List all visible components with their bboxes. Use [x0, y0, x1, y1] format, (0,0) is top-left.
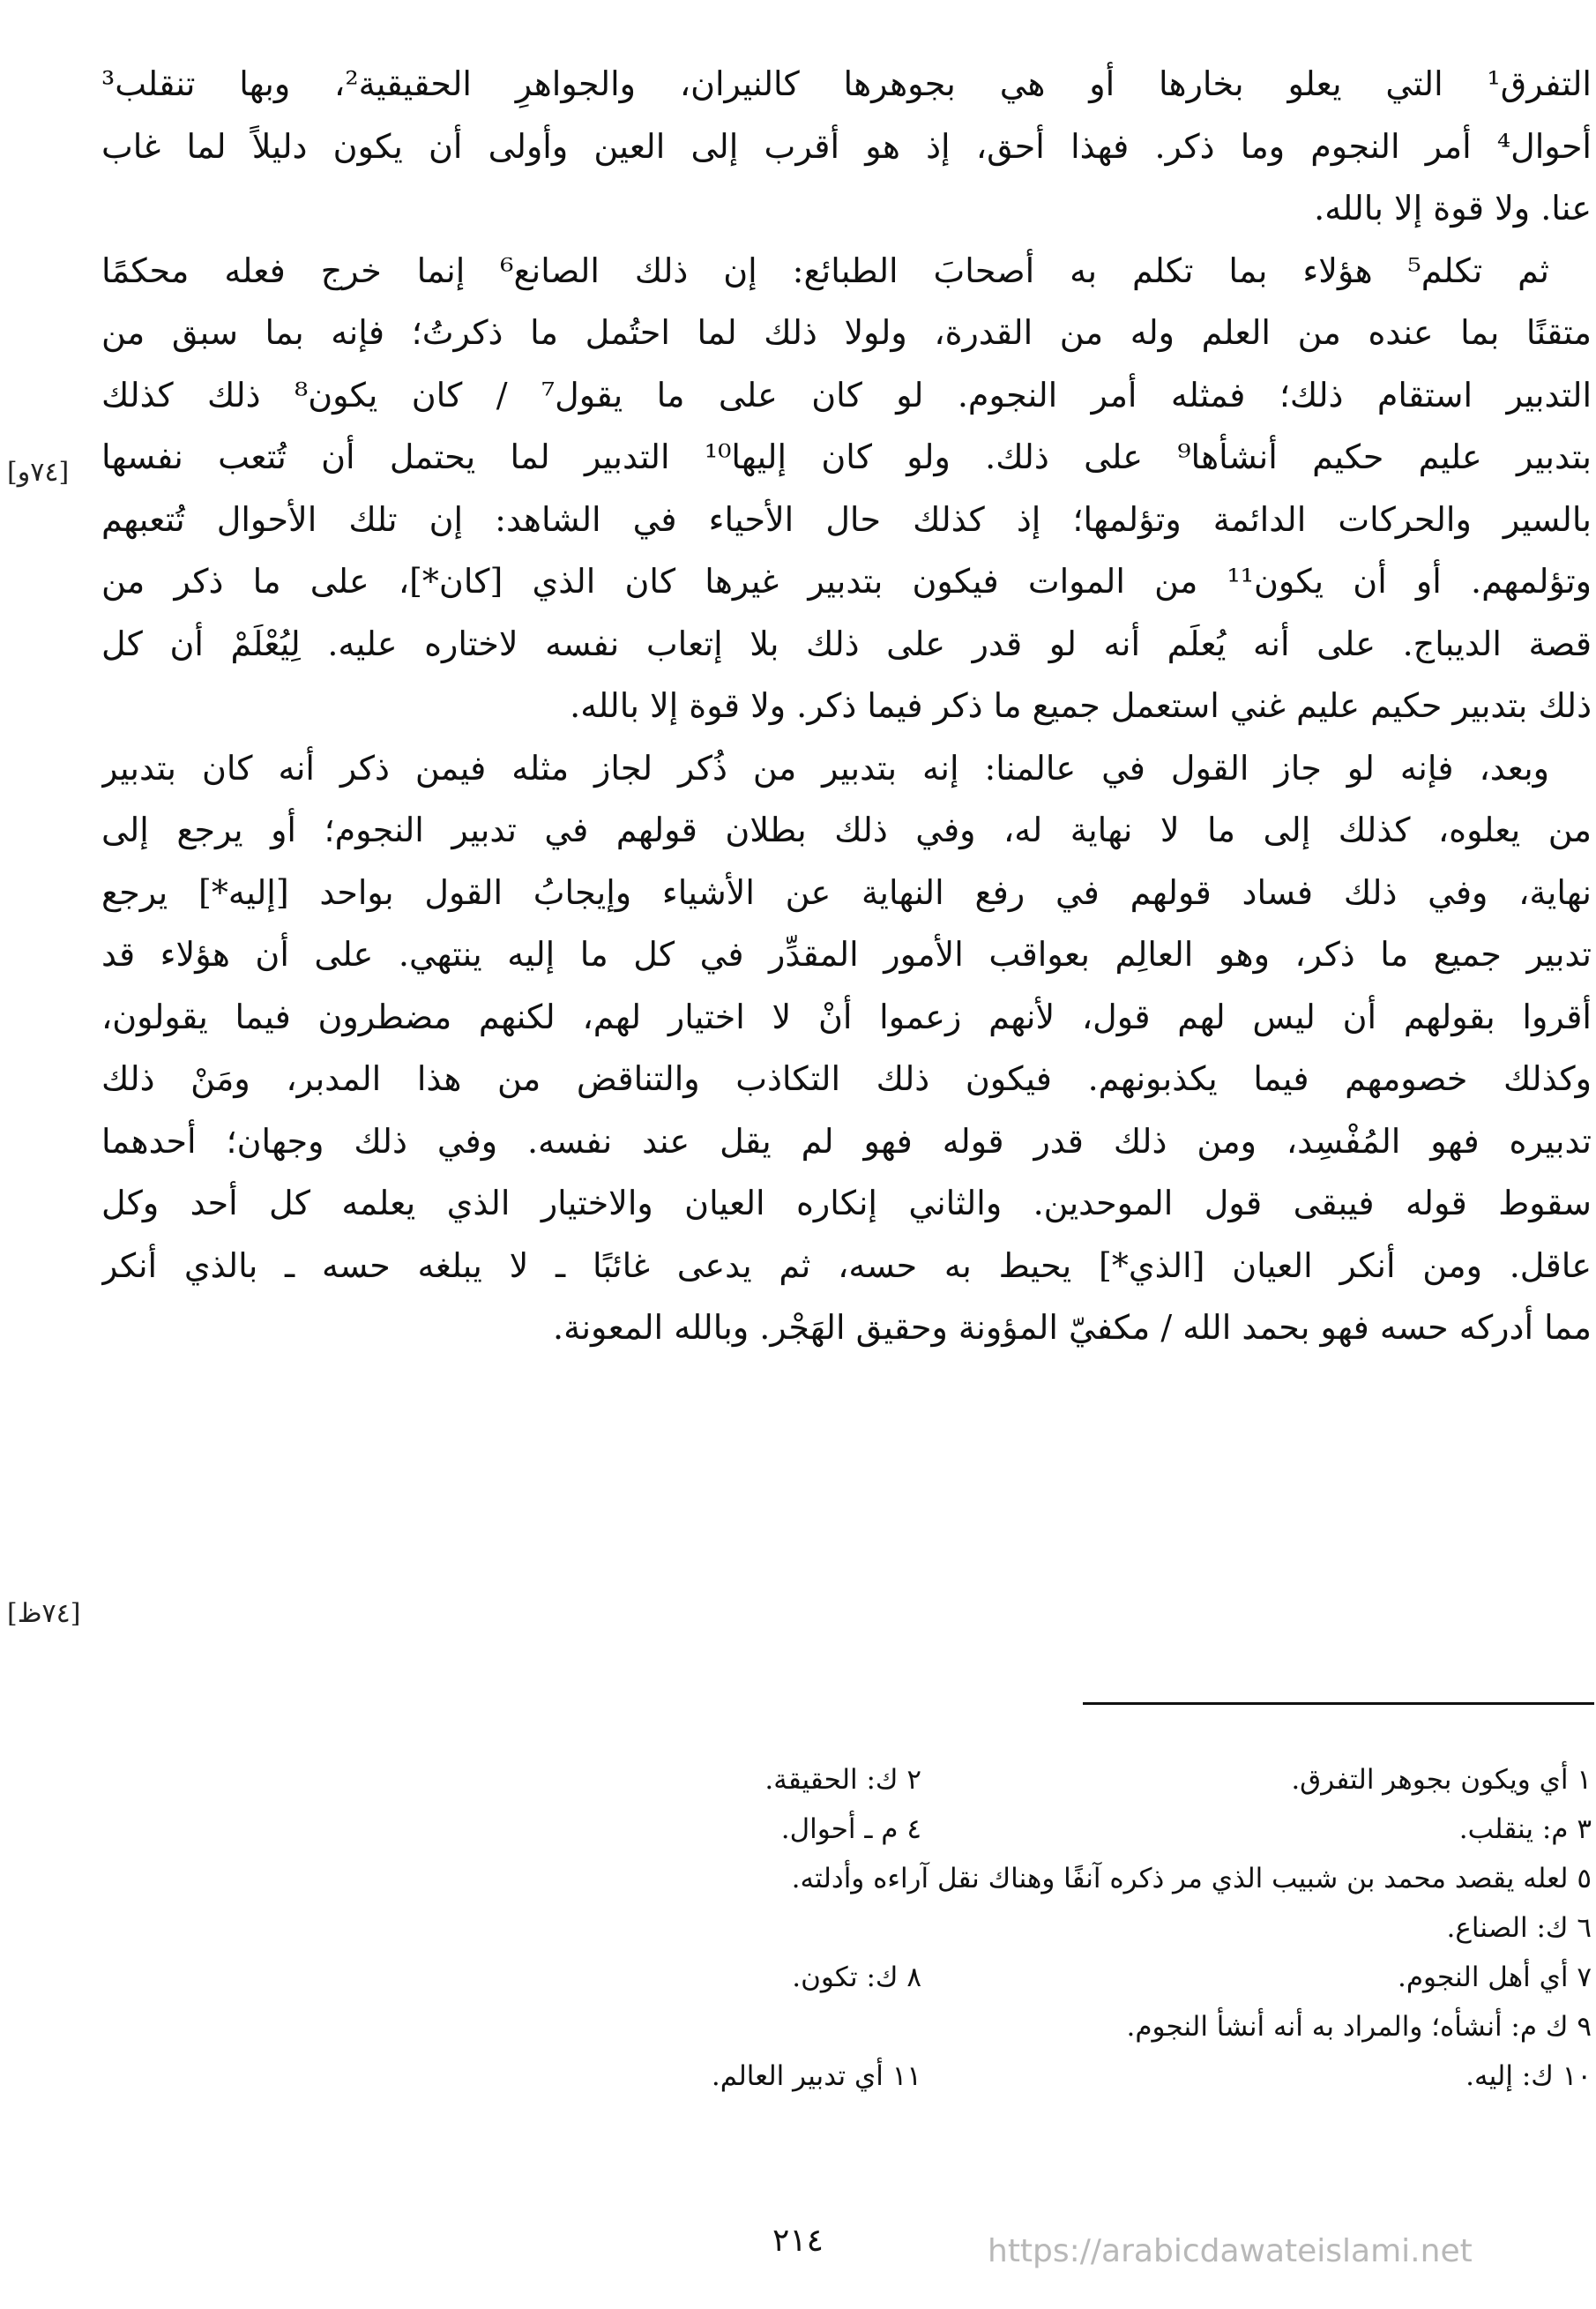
- text-line: مما أدركه حسه فهو بحمد الله / مكفيّ المؤونة وحقيق الهَجْر. وبالله المعونة.: [553, 1308, 1592, 1347]
- footnote-row: [101, 1805, 1592, 1854]
- footnote: ٣ م: ينقلب.: [1458, 1813, 1592, 1845]
- text-line: عنا. ولا قوة إلا بالله.: [1314, 189, 1592, 228]
- text-line: ثم تكلم⁵ هؤلاء بما تكلم به أصحابَ الطبائع: إن ذلك الصانع⁶ إنما خرج فعله محكمًا: [101, 250, 1549, 290]
- text-line: قصة الديباج. على أنه يُعلَم أنه لو قدر على ذلك بلا إتعاب نفسه لاختاره عليه. لِيُعْلَمْ أن كل: [101, 624, 1592, 663]
- footnote-row: [101, 1854, 1592, 1903]
- footnote-row: [101, 1903, 1592, 1953]
- footnote-separator: [1083, 1702, 1594, 1705]
- text-line: وكذلك خصومهم فيما يكذبونهم. فيكون ذلك التكاذب والتناقض من هذا المدبر، ومَنْ ذلك: [101, 1059, 1592, 1098]
- main-text: [101, 53, 1592, 1359]
- footnote: ١٠ ك: إليه.: [1465, 2060, 1592, 2092]
- text-line: تدبير جميع ما ذكر، وهو العالِم بعواقب الأمور المقدِّر في كل ما إليه ينتهي. على أن هؤلاء قد: [101, 935, 1592, 974]
- footnote: ١١ أي تدبير العالم.: [711, 2060, 921, 2092]
- text-line: ذلك بتدبير حكيم عليم غني استعمل جميع ما ذكر فيما ذكر. ولا قوة إلا بالله.: [570, 686, 1592, 725]
- text-line: سقوط قوله فيبقى قول الموحدين. والثاني إنكاره العيان والاختيار الذي يعلمه كل أحد وكل: [101, 1184, 1592, 1222]
- footnote: ٥ لعله يقصد محمد بن شبيب الذي مر ذكره آنفًا وهناك نقل آراءه وأدلته.: [791, 1863, 1592, 1894]
- text-line: بتدبير عليم حكيم أنشأها⁹ على ذلك. ولو كان إليها¹⁰ التدبير لما يحتمل أن تُتعب نفسها: [101, 437, 1592, 476]
- footnote-row: [101, 2002, 1592, 2051]
- text-line: أحوال⁴ أمر النجوم وما ذكر. فهذا أحق، إذ هو أقرب إلى العين وأولى أن يكون دليلاً لما غاب: [101, 126, 1592, 166]
- footnote: ٤ م ـ أحوال.: [780, 1813, 921, 1845]
- margin-marker-verso: [٧٤ظ]: [7, 1598, 81, 1629]
- text-line: التفرق¹ التي يعلو بخارها أو هي بجوهرها كالنيران، والجواهرِ الحقيقية²، وبها تنقلب³: [101, 64, 1592, 103]
- watermark-url: https://arabicdawateislami.net: [988, 2233, 1473, 2269]
- text-line: بالسير والحركات الدائمة وتؤلمها؛ إذ كذلك حال الأحياء في الشاهد: إن تلك الأحوال تُتعبهم: [101, 499, 1592, 539]
- page-number: ٢١٤: [772, 2223, 824, 2259]
- footnote: ٧ أي أهل النجوم.: [1397, 1962, 1592, 1993]
- text-line: من يعلوه، كذلك إلى ما لا نهاية له، وفي ذلك بطلان قولهم في تدبير النجوم؛ أو يرجع إلى: [101, 811, 1592, 849]
- footnotes: [101, 1755, 1592, 2101]
- footnote: ٨ ك: تكون.: [792, 1962, 921, 1993]
- text-line: نهاية، وفي ذلك فساد قولهم في رفع النهاية عن الأشياء وإيجابُ القول بواحد [إليه*] يرجع: [101, 872, 1592, 912]
- footnote-row: [101, 1953, 1592, 2002]
- text-line: أقروا بقولهم أن ليس لهم قول، لأنهم زعموا أنْ لا اختيار لهم، لكنهم مضطرون فيما يقولون،: [101, 997, 1592, 1036]
- text-line: وتؤلمهم. أو أن يكون¹¹ من الموات فيكون بتدبير غيرها كان الذي [كان*]، على ما ذكر من: [101, 562, 1592, 601]
- footnote: ٢ ك: الحقيقة.: [764, 1764, 921, 1796]
- footnote: ٦ ك: الصناع.: [1446, 1912, 1592, 1944]
- footnote: ١ أي ويكون بجوهر التفرق.: [1291, 1764, 1592, 1796]
- footnote-row: [101, 2051, 1592, 2101]
- text-line: وبعد، فإنه لو جاز القول في عالمنا: إنه بتدبير من ذُكر لجاز مثله فيمن ذكر أنه كان بتدبير: [101, 748, 1549, 788]
- text-line: عاقل. ومن أنكر العيان [الذي*] يحيط به حسه، ثم يدعى غائبًا ـ لا يبلغه حسه ـ بالذي أنكر: [101, 1245, 1592, 1285]
- footnote-row: [101, 1755, 1592, 1805]
- margin-marker-recto: [٧٤و]: [7, 457, 70, 488]
- text-line: متقنًا بما عنده من العلم وله من القدرة، ولولا ذلك لما احتُمل ما ذكرتُ؛ فإنه بما سبق من: [101, 313, 1592, 352]
- footnote: ٩ ك م: أنشأه؛ والمراد به أنه أنشأ النجوم.: [1126, 2011, 1592, 2043]
- text-line: التدبير استقام ذلك؛ فمثله أمر النجوم. لو كان على ما يقول⁷ / كان يكون⁸ ذلك كذلك: [101, 375, 1592, 415]
- text-line: تدبيره فهو المُفْسِد، ومن ذلك قدر قوله فهو لم يقل عند نفسه. وفي ذلك وجهان؛ أحدهما: [101, 1121, 1592, 1161]
